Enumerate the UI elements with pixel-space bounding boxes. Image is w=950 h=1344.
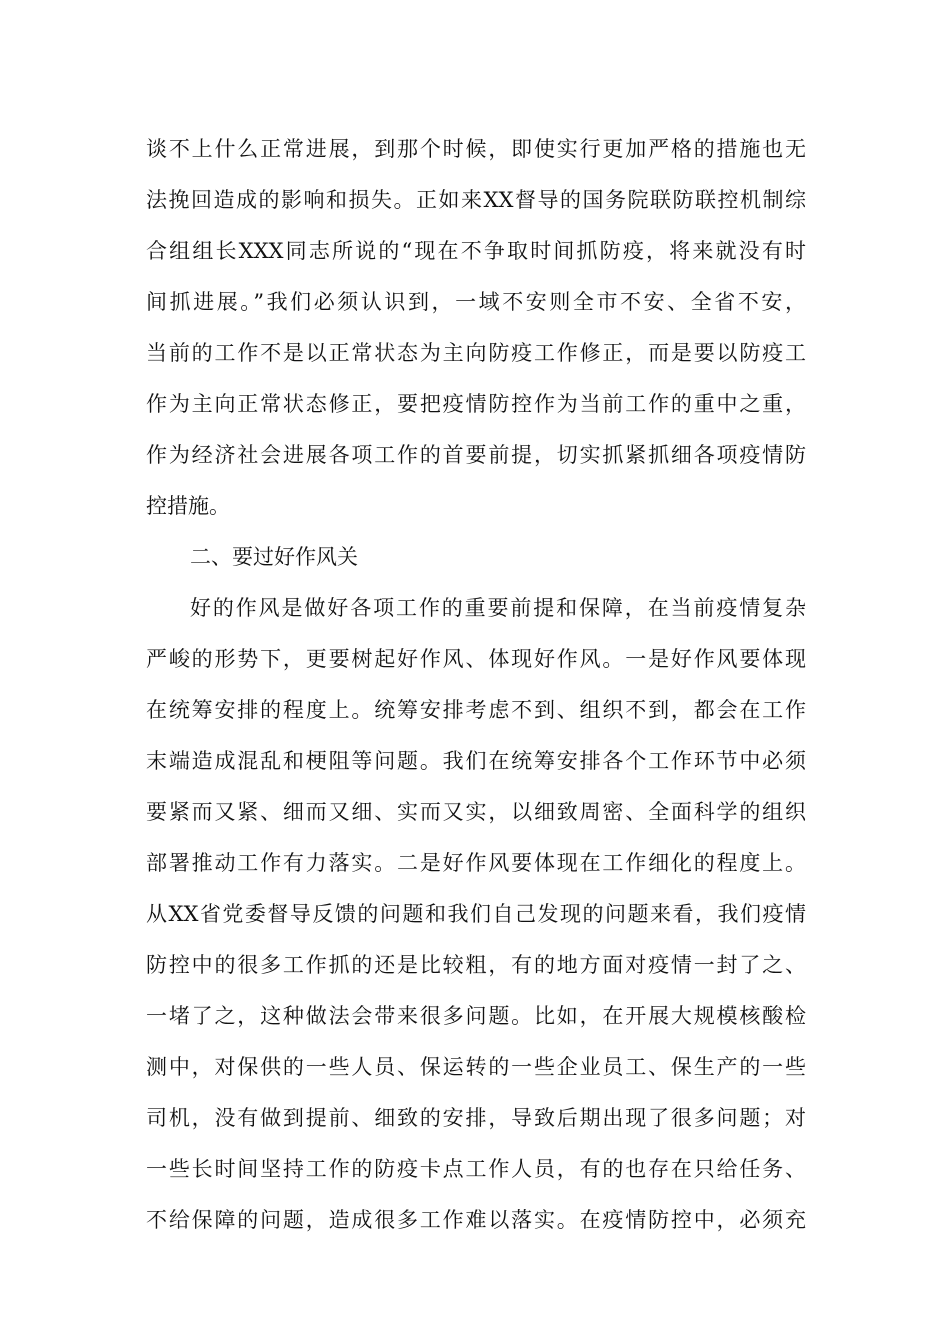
- text-line: 控措施。: [146, 494, 230, 518]
- text-line: 测中，对保供的一些人员、保运转的一些企业员工、保生产的一些: [146, 1055, 806, 1079]
- text-line: 部署推动工作有力落实。二是好作风要体现在工作细化的程度上。: [146, 851, 806, 875]
- text-line: 合组组长XXX同志所说的“现在不争取时间抓防疫，将来就没有时: [146, 239, 806, 263]
- text-line: 要紧而又紧、细而又细、实而又实，以细致周密、全面科学的组织: [146, 800, 806, 824]
- text-line: 严峻的形势下，更要树起好作风、体现好作风。一是好作风要体现: [146, 647, 806, 671]
- text-line: 在统筹安排的程度上。统筹安排考虑不到、组织不到，都会在工作: [146, 698, 806, 722]
- text-line: 法挽回造成的影响和损失。正如来XX督导的国务院联防联控机制综: [146, 188, 806, 212]
- text-line: 好的作风是做好各项工作的重要前提和保障，在当前疫情复杂: [190, 596, 806, 620]
- text-line: 间抓进展。”我们必须认识到，一域不安则全市不安、全省不安，: [146, 290, 806, 314]
- text-line: 作为经济社会进展各项工作的首要前提，切实抓紧抓细各项疫情防: [146, 443, 806, 467]
- text-line: 司机，没有做到提前、细致的安排，导致后期出现了很多问题；对: [146, 1106, 806, 1130]
- text-line: 当前的工作不是以正常状态为主向防疫工作修正，而是要以防疫工: [146, 341, 806, 365]
- text-line: 谈不上什么正常进展，到那个时候，即使实行更加严格的措施也无: [146, 137, 806, 161]
- text-line: 一堵了之，这种做法会带来很多问题。比如，在开展大规模核酸检: [146, 1004, 806, 1028]
- text-line: 作为主向正常状态修正，要把疫情防控作为当前工作的重中之重，: [146, 392, 806, 416]
- body-text: [146, 124, 806, 1246]
- text-line: 防控中的很多工作抓的还是比较粗，有的地方面对疫情一封了之、: [146, 953, 806, 977]
- text-line: 从XX省党委督导反馈的问题和我们自己发现的问题来看，我们疫情: [146, 902, 806, 926]
- text-line: 不给保障的问题，造成很多工作难以落实。在疫情防控中，必须充: [146, 1208, 806, 1232]
- text-line: 末端造成混乱和梗阻等问题。我们在统筹安排各个工作环节中必须: [146, 749, 806, 773]
- section-heading: 二、要过好作风关: [190, 545, 358, 569]
- text-line: 一些长时间坚持工作的防疫卡点工作人员，有的也存在只给任务、: [146, 1157, 806, 1181]
